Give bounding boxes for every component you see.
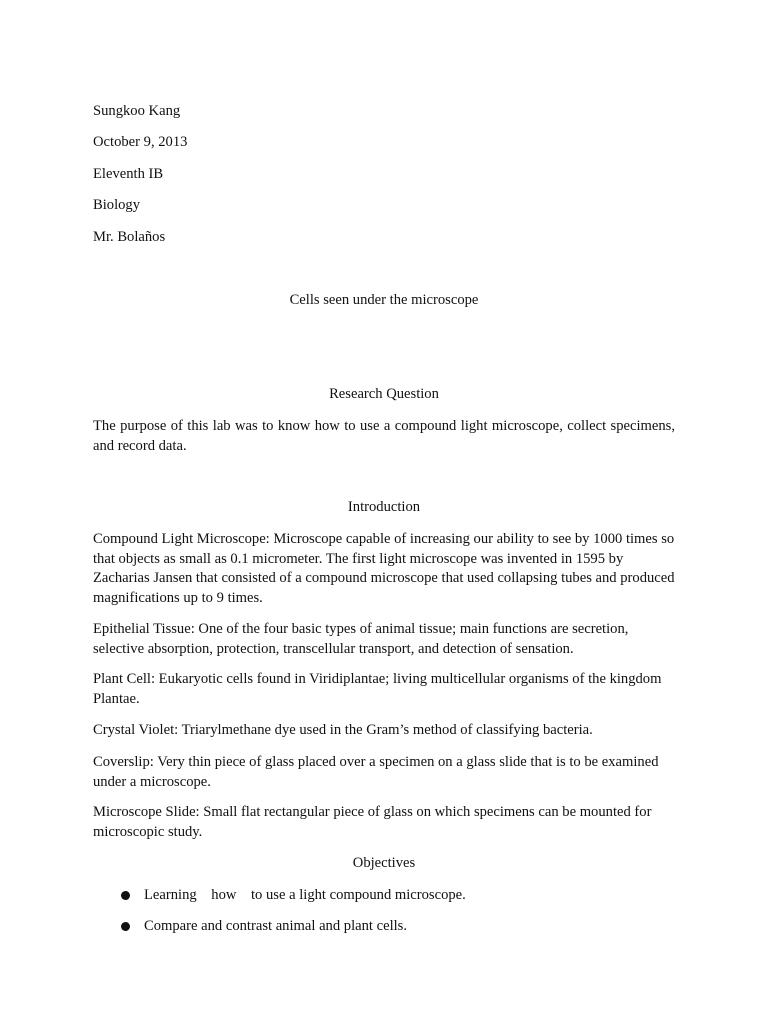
intro-paragraph-plant-cell: Plant Cell: Eukaryotic cells found in Viridiplantae; living multicellular organisms of the kingdom Plantae. <box>93 671 662 707</box>
grade-level: Eleventh IB <box>93 166 164 182</box>
research-question-text: The purpose of this lab was to know how to use a compound light microscope, collect specimens, and record data. <box>93 418 675 454</box>
teacher-name: Mr. Bolaños <box>93 229 166 245</box>
document-title: Cells seen under the microscope <box>289 292 479 308</box>
bullet-icon <box>121 891 130 900</box>
objectives-heading: Objectives <box>352 855 416 871</box>
research-question-heading: Research Question <box>329 386 439 402</box>
intro-paragraph-coverslip: Coverslip: Very thin piece of glass placed over a specimen on a glass slide that is to be examined under a microscope. <box>93 754 659 790</box>
introduction-heading: Introduction <box>347 499 421 515</box>
intro-paragraph-crystal-violet: Crystal Violet: Triarylmethane dye used in the Gram’s method of classifying bacteria. <box>93 722 593 738</box>
objective-item-text: Compare and contrast animal and plant cells. <box>144 918 408 934</box>
report-date: October 9, 2013 <box>93 134 188 150</box>
intro-paragraph-microscope-slide: Microscope Slide: Small flat rectangular piece of glass on which specimens can be mounted for microscopic study. <box>93 804 652 840</box>
author-name: Sungkoo Kang <box>93 103 181 119</box>
subject-name: Biology <box>93 197 141 213</box>
intro-paragraph-compound-microscope: Compound Light Microscope: Microscope capable of increasing our ability to see by 1000 times so that objects as small as 0.1 micrometer. The first light microscope was invented in 1595 by Zacharias Jansen that consisted of a compound microscope that used collapsing tubes and produced magnifications up to 9 times. <box>93 531 675 606</box>
intro-paragraph-epithelial-tissue: Epithelial Tissue: One of the four basic types of animal tissue; main functions are secretion, selective absorption, protection, transcellular transport, and detection of sensation. <box>93 621 629 657</box>
objective-item <box>93 918 675 938</box>
objective-item <box>93 887 675 907</box>
objective-item-text: Learning how to use a light compound microscope. <box>144 887 466 903</box>
bullet-icon <box>121 922 130 931</box>
